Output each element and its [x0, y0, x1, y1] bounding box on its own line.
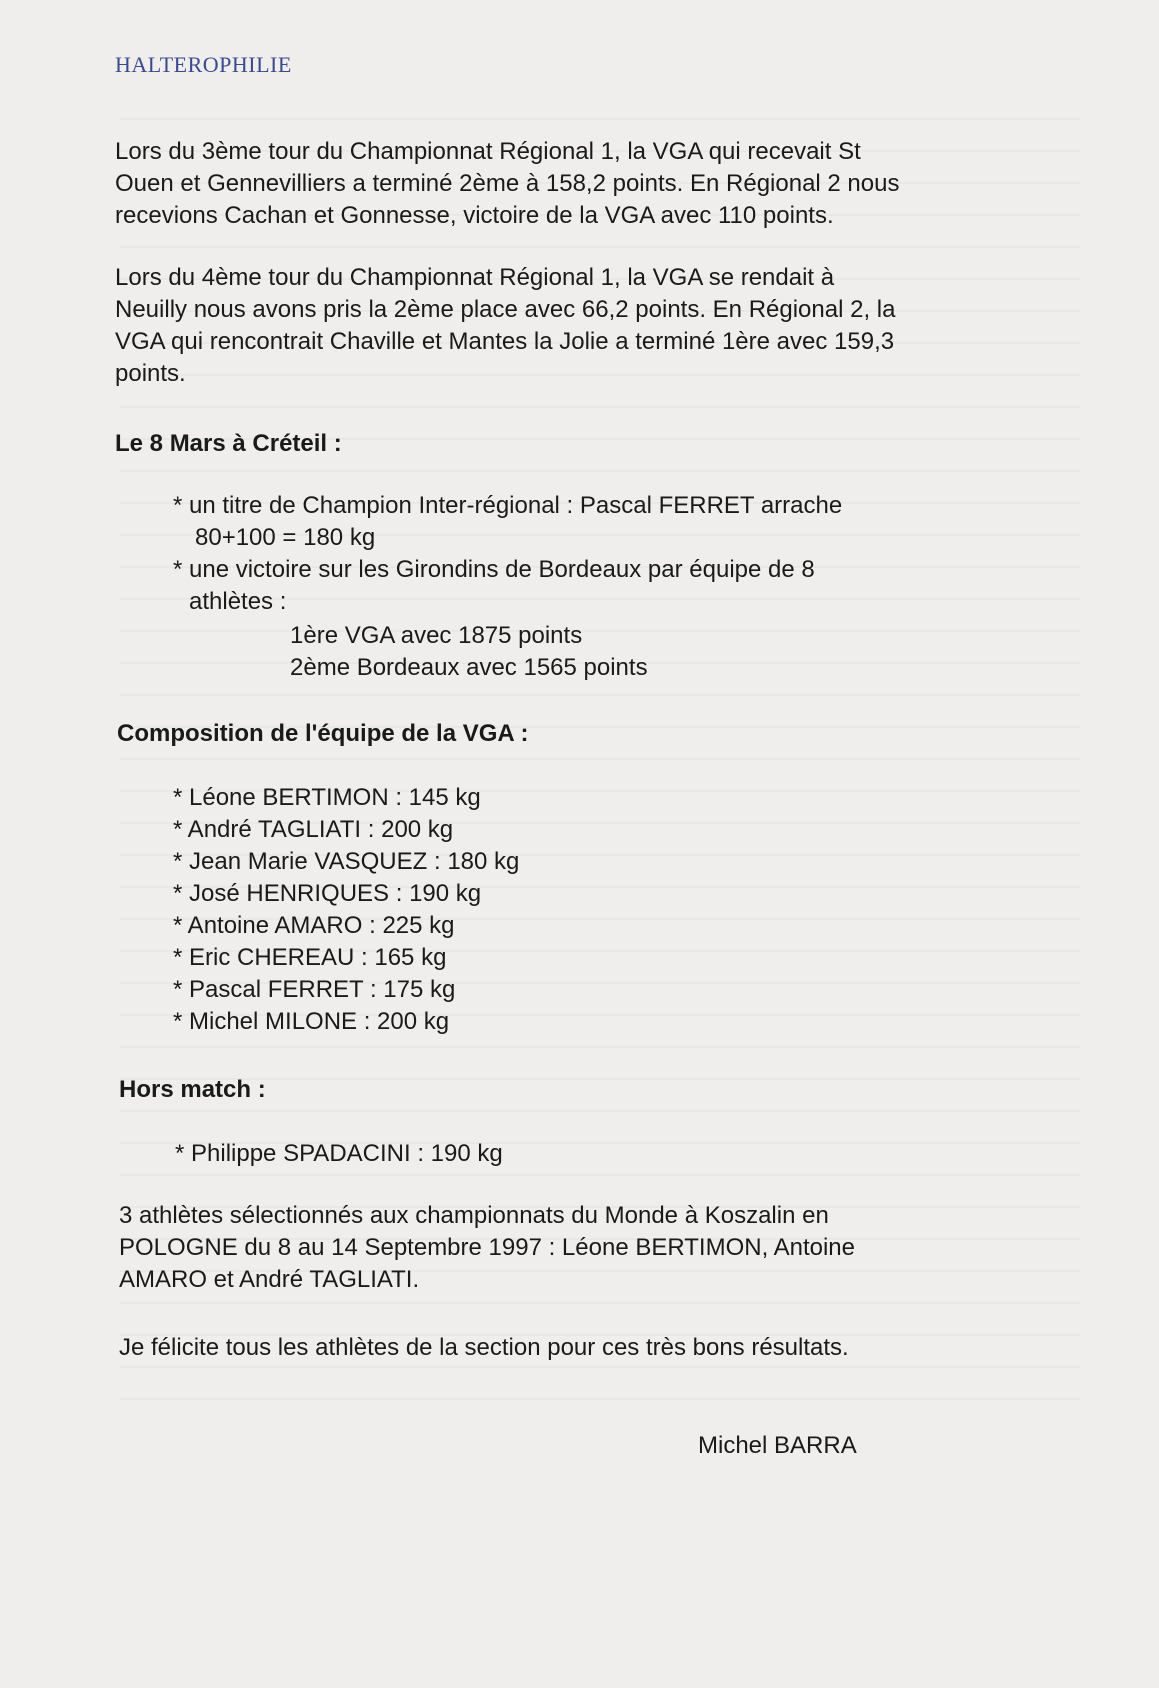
hors-match-item: * Philippe SPADACINI : 190 kg: [175, 1140, 503, 1167]
text-line: recevions Cachan et Gonnesse, victoire de la VGA avec 110 points.: [115, 202, 834, 229]
paragraph-regional-3: [115, 136, 899, 232]
text-line: Ouen et Gennevilliers a terminé 2ème à 158,2 points. En Régional 2 nous: [115, 170, 900, 197]
team-member: * Pascal FERRET : 175 kg: [173, 976, 456, 1003]
paragraph-world-championship: [119, 1200, 855, 1296]
hors-match-heading: Hors match :: [119, 1076, 266, 1103]
team-member: * José HENRIQUES : 190 kg: [173, 880, 482, 907]
signature: Michel BARRA: [698, 1432, 857, 1459]
result-line: 1ère VGA avec 1875 points: [290, 622, 583, 649]
list-item-continuation: athlètes :: [189, 588, 287, 615]
text-line: VGA qui rencontrait Chaville et Mantes la Jolie a terminé 1ère avec 159,3: [115, 328, 895, 355]
list-item: * un titre de Champion Inter-régional : Pascal FERRET arrache: [173, 492, 843, 519]
result-line: 2ème Bordeaux avec 1565 points: [290, 654, 648, 681]
team-member: * Michel MILONE : 200 kg: [173, 1008, 450, 1035]
team-heading: Composition de l'équipe de la VGA :: [117, 720, 529, 747]
text-line: points.: [115, 360, 186, 387]
creteil-heading: Le 8 Mars à Créteil :: [115, 430, 342, 457]
text-line: Lors du 4ème tour du Championnat Régional 1, la VGA se rendait à: [115, 264, 835, 291]
text-line: Lors du 3ème tour du Championnat Régional 1, la VGA qui recevait St: [115, 138, 861, 165]
team-member: * André TAGLIATI : 200 kg: [173, 816, 454, 843]
team-member: * Eric CHEREAU : 165 kg: [173, 944, 447, 971]
text-line: Neuilly nous avons pris la 2ème place avec 66,2 points. En Régional 2, la: [115, 296, 896, 323]
list-item-continuation: 80+100 = 180 kg: [195, 524, 376, 551]
team-member: * Léone BERTIMON : 145 kg: [173, 784, 481, 811]
text-line: POLOGNE du 8 au 14 Septembre 1997 : Léone BERTIMON, Antoine: [119, 1234, 855, 1261]
paragraph-regional-4: [115, 262, 895, 390]
team-member: * Jean Marie VASQUEZ : 180 kg: [173, 848, 520, 875]
list-item: * une victoire sur les Girondins de Bordeaux par équipe de 8: [173, 556, 815, 583]
section-header: HALTEROPHILIE: [115, 52, 292, 77]
hors-match-list: [175, 1138, 503, 1170]
creteil-list: [173, 490, 842, 618]
text-line: 3 athlètes sélectionnés aux championnats du Monde à Koszalin en: [119, 1202, 829, 1229]
results-list: [290, 620, 648, 684]
paragraph-congratulations: Je félicite tous les athlètes de la section pour ces très bons résultats.: [119, 1334, 849, 1361]
team-member: * Antoine AMARO : 225 kg: [173, 912, 455, 939]
text-line: AMARO et André TAGLIATI.: [119, 1266, 420, 1293]
team-list: [173, 782, 519, 1038]
